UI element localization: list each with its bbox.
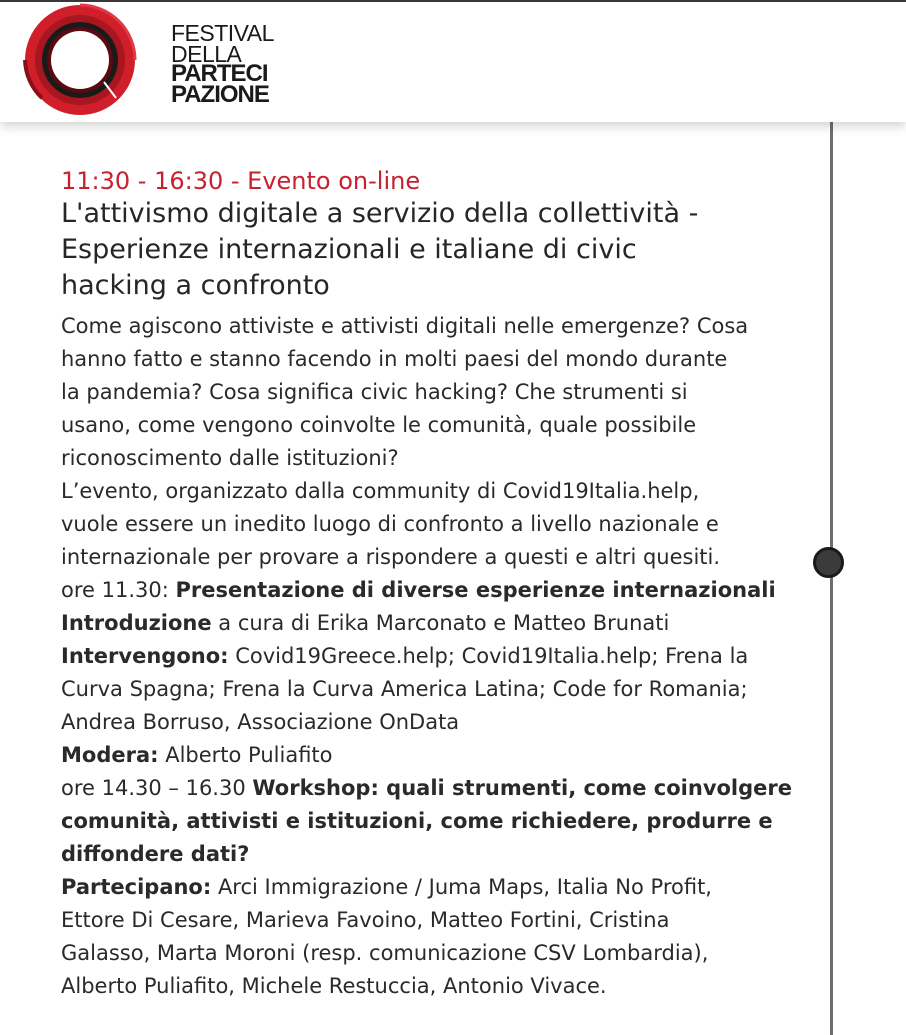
event-time: 11:30 - 16:30 - Evento on-line	[61, 167, 421, 195]
event-description	[61, 310, 793, 1003]
moderator-name: Alberto Puliafito	[158, 743, 333, 767]
participants-label: Partecipano:	[61, 875, 212, 899]
timeline-marker-dot	[813, 547, 844, 578]
event-title-line: L'attivismo digitale a servizio della collettività -	[61, 198, 699, 229]
session2-time: ore 14.30 – 16.30	[61, 776, 253, 800]
moderator-label: Modera:	[61, 743, 159, 767]
session1-moderator	[61, 739, 781, 772]
event-title	[61, 196, 781, 304]
description-line: riconoscimento dalle istituzioni?	[61, 446, 399, 470]
description-line: Come agiscono attiviste e attivisti digitali nelle emergenze? Cosa	[61, 314, 749, 338]
description-line: internazionale per provare a rispondere a questi e altri quesiti.	[61, 545, 721, 569]
intro-label: Introduzione	[61, 611, 212, 635]
description-line: hanno fatto e stanno facendo in molti paesi del mondo durante	[61, 347, 728, 371]
description-line: usano, come vengono coinvolte le comunità, quale possibile	[61, 413, 697, 437]
session1-title: Presentazione di diverse esperienze internazionali	[175, 578, 776, 602]
site-header	[0, 2, 906, 122]
logo-line-pazione: PAZIONE	[171, 80, 269, 108]
speakers-line: Andrea Borruso, Associazione OnData	[61, 710, 460, 734]
speakers-label: Intervengono:	[61, 644, 229, 668]
session2-heading	[61, 772, 793, 805]
session2-title-line: diffondere dati?	[61, 842, 250, 866]
session1-intro	[61, 607, 781, 640]
session1-heading	[61, 574, 781, 607]
logo-line-parteci: PARTECI	[171, 60, 268, 87]
speakers-line: Covid19Greece.help; Covid19Italia.help; Frena la	[228, 644, 749, 668]
timeline-line	[830, 122, 833, 1035]
event-entry	[61, 166, 793, 1003]
logo-line-della: DELLA	[171, 40, 242, 67]
session2-participants	[61, 871, 781, 904]
event-title-line: hacking a confronto	[61, 270, 330, 301]
session1-time: ore 11.30:	[61, 578, 176, 602]
description-line: la pandemia? Cosa significa civic hacking? Che strumenti si	[61, 380, 688, 404]
session1-speakers	[61, 640, 781, 673]
description-line: L’evento, organizzato dalla community di Covid19Italia.help,	[61, 479, 700, 503]
session2-title-line: Workshop: quali strumenti, come coinvolgere	[252, 776, 793, 800]
description-line: vuole essere un inedito luogo di confronto a livello nazionale e	[61, 512, 719, 536]
participants-line: Galasso, Marta Moroni (resp. comunicazione CSV Lombardia),	[61, 941, 709, 965]
festival-logo-ring-icon	[12, 2, 150, 124]
intro-text: a cura di Erika Marconato e Matteo Brunati	[211, 611, 670, 635]
speakers-line: Curva Spagna; Frena la Curva America Latina; Code for Romania;	[61, 677, 748, 701]
participants-line: Ettore Di Cesare, Marieva Favoino, Matteo Fortini, Cristina	[61, 908, 670, 932]
event-title-line: Esperienze internazionali e italiane di civic	[61, 234, 637, 265]
session2-title-line: comunità, attivisti e istituzioni, come richiedere, produrre e	[61, 809, 773, 833]
participants-line: Alberto Puliafito, Michele Restuccia, Antonio Vivace.	[61, 974, 607, 998]
participants-line: Arci Immigrazione / Juma Maps, Italia No Profit,	[211, 875, 712, 899]
logo-line-festival: FESTIVAL	[171, 20, 274, 46]
festival-logo-wordmark	[171, 20, 301, 108]
